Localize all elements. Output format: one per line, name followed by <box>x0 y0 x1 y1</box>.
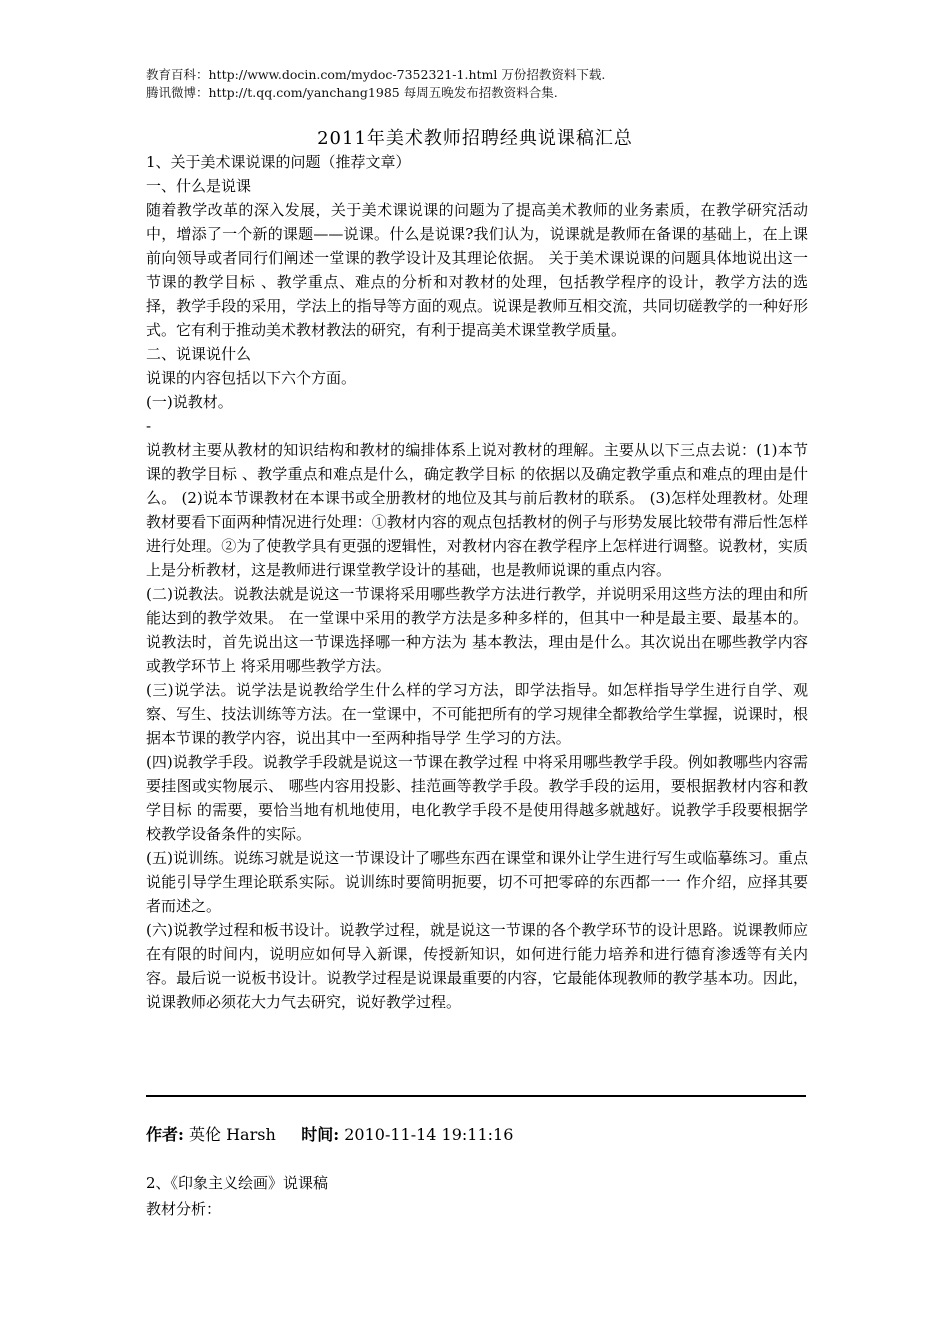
paragraph: 说课的内容包括以下六个方面。 <box>146 369 357 387</box>
subheading: 一、什么是说课 <box>146 177 252 195</box>
section-heading: 2、《印象主义绘画》说课稿 <box>146 1174 329 1192</box>
article-body <box>146 150 808 1014</box>
subheading: 二、说课说什么 <box>146 345 252 363</box>
header-line-weibo: 腾讯微博：http://t.qq.com/yanchang1985 每周五晚发布招教资料合集. <box>146 85 558 100</box>
source-header <box>146 66 605 102</box>
post-time: 2010-11-14 19:11:16 <box>344 1125 514 1144</box>
header-line-docin: 教育百科：http://www.docin.com/mydoc-7352321-1.html 万份招教资料下载. <box>146 67 606 82</box>
section-heading: 1、关于美术课说课的问题（推荐文章） <box>146 153 411 171</box>
paragraph: (二)说教法。说教法就是说这一节课将采用哪些教学方法进行教学，并说明采用这些方法的理由和所能达到的教学效果。 在一堂课中采用的教学方法是多种多样的，但其中一种是最主要、最基本的。说教法时，首先说出这一节课选择哪一种方法为 基本教法，理由是什么。其次说出在哪些教学内容或教学环节上 将采用哪些教学方法。 <box>146 585 808 675</box>
paragraph: (三)说学法。说学法是说教给学生什么样的学习方法，即学法指导。如怎样指导学生进行自学、观察、写生、技法训练等方法。在一堂课中，不可能把所有的学习规律全都教给学生掌握，说课时，根据本节课的教学内容，说出其中一至两种指导学 生学习的方法。 <box>146 681 808 747</box>
divider <box>146 1095 806 1097</box>
paragraph: 说教材主要从教材的知识结构和教材的编排体系上说对教材的理解。主要从以下三点去说：(1)本节课的教学目标 、教学重点和难点是什么，确定教学目标 的依据以及确定教学重点和难点的理由是什么。 (2)说本节课教材在本课书或全册教材的地位及其与前后教材的联系。 (3)怎样处理教材。处理教材要看下面两种情况进行处理：①教材内容的观点包括教材的例子与形势发展比较带有滞后性怎样进行处理。②为了使教学具有更强的逻辑性，对教材内容在教学程序上怎样进行调整。说教材，实质上是分析教材，这是教师进行课堂教学设计的基础，也是教师说课的重点内容。 <box>146 441 808 579</box>
dash-marker: - <box>146 417 152 435</box>
post-meta <box>146 1122 513 1145</box>
paragraph: (四)说教学手段。说教学手段就是说这一节课在教学过程 中将采用哪些教学手段。例如教哪些内容需要挂图或实物展示、 哪些内容用投影、挂范画等教学手段。教学手段的运用，要根据教材内容和教学目标 的需要，要恰当地有机地使用，电化教学手段不是使用得越多就越好。说教学手段要根据学校教学设备条件的实际。 <box>146 753 808 843</box>
paragraph: (六)说教学过程和板书设计。说教学过程，就是说这一节课的各个教学环节的设计思路。说课教师应在有限的时间内，说明应如何导入新课，传授新知识，如何进行能力培养和进行德育渗透等有关内容。最后说一说板书设计。说教学过程是说课最重要的内容，它最能体现教师的教学基本功。因此，说课教师必须花大力气去研究，说好教学过程。 <box>146 921 808 1011</box>
next-section <box>146 1170 328 1222</box>
subheading: 教材分析： <box>146 1200 222 1218</box>
author-label: 作者: <box>146 1125 184 1144</box>
paragraph: (一)说教材。 <box>146 393 233 411</box>
time-label: 时间: <box>301 1125 340 1144</box>
page-title: 2011年美术教师招聘经典说课稿汇总 <box>317 128 633 149</box>
paragraph: (五)说训练。说练习就是说这一节课设计了哪些东西在课堂和课外让学生进行写生或临摹练习。重点说能引导学生理论联系实际。说训练时要简明扼要，切不可把零碎的东西都一一 作介绍，应择其要者而述之。 <box>146 849 808 915</box>
author-name: 英伦 Harsh <box>189 1125 276 1144</box>
paragraph: 随着教学改革的深入发展，关于美术课说课的问题为了提高美术教师的业务素质，在教学研究活动中，增添了一个新的课题——说课。什么是说课?我们认为，说课就是教师在备课的基础上，在上课前向领导或者同行们阐述一堂课的教学设计及其理论依据。 关于美术课说课的问题具体地说出这一节课的教学目标 、教学重点、难点的分析和对教材的处理，包括教学程序的设计，教学方法的选择，教学手段的采用，学法上的指导等方面的观点。说课是教师互相交流，共同切磋教学的一种好形式。它有利于推动美术教材教法的研究，有利于提高美术课堂教学质量。 <box>146 201 808 339</box>
